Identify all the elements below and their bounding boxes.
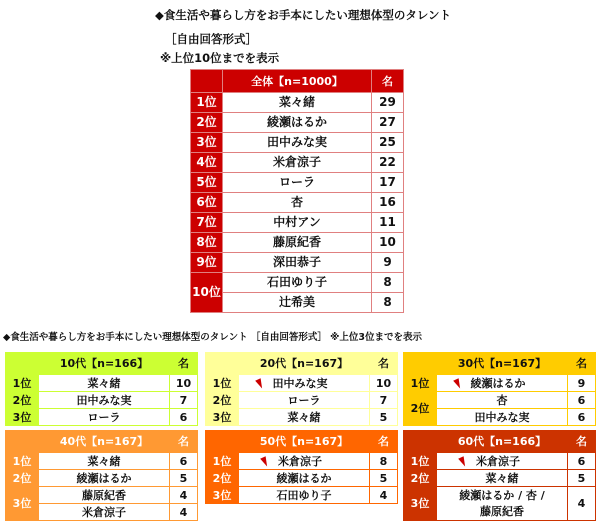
table-row	[191, 293, 404, 313]
talent-name: 米倉涼子	[272, 155, 321, 169]
age-ranking-table	[5, 352, 198, 426]
table-row	[206, 470, 398, 487]
talent-name: 菜々緒	[287, 410, 321, 424]
count-cell: 8	[372, 293, 404, 313]
table-header-row	[206, 353, 398, 375]
table-row	[191, 213, 404, 233]
talent-name: 辻希美	[278, 295, 315, 309]
table-row	[404, 487, 596, 521]
table-row	[6, 453, 198, 470]
talent-name-cell	[437, 487, 568, 521]
talent-name: 藤原紀香	[272, 235, 321, 249]
count-cell: 7	[370, 392, 398, 409]
talent-name-cell	[223, 193, 372, 213]
first-place-flag-icon	[458, 456, 468, 468]
talent-name-cell	[437, 375, 568, 392]
count-cell: 5	[170, 470, 198, 487]
talent-name: 田中みな実	[266, 135, 327, 149]
count-cell: 9	[568, 375, 596, 392]
talent-name: 綾瀬はるか	[266, 115, 327, 129]
rank-cell: 1位	[206, 453, 239, 470]
rank-cell: 2位	[206, 470, 239, 487]
talent-name-cell	[239, 453, 370, 470]
group-header: 全体【n=1000】	[223, 70, 372, 93]
talent-name-cell	[437, 470, 568, 487]
header-corner	[404, 353, 437, 375]
table-row	[6, 375, 198, 392]
count-cell: 5	[370, 409, 398, 426]
count-cell: 7	[170, 392, 198, 409]
talent-name: 杏	[496, 393, 508, 407]
table-row	[206, 409, 398, 426]
rank-cell: 2位	[404, 392, 437, 426]
rank-cell: 3位	[6, 409, 39, 426]
count-cell: 10	[372, 233, 404, 253]
talent-name-cell	[223, 253, 372, 273]
table-row	[206, 453, 398, 470]
talent-name: 藤原紀香	[82, 488, 126, 502]
count-cell: 27	[372, 113, 404, 133]
table-row	[404, 470, 596, 487]
table-row	[191, 93, 404, 113]
main-note: ※上位10位までを表示	[160, 51, 280, 65]
talent-name: 田中みな実	[76, 393, 132, 407]
count-cell: 22	[372, 153, 404, 173]
table-header-row	[6, 431, 198, 453]
table-row	[6, 392, 198, 409]
talent-name-cell	[223, 133, 372, 153]
talent-name-cell	[223, 293, 372, 313]
talent-name: 米倉涼子	[278, 454, 322, 468]
table-header-row	[404, 353, 596, 375]
first-place-flag-icon	[255, 378, 265, 390]
age-ranking-table	[5, 430, 198, 521]
count-cell: 10	[370, 375, 398, 392]
talent-name-cell	[223, 273, 372, 293]
group-header: 60代【n=166】	[437, 431, 568, 453]
count-cell: 11	[372, 213, 404, 233]
rank-cell: 1位	[6, 375, 39, 392]
table-row	[6, 470, 198, 487]
talent-name-cell	[239, 487, 370, 504]
talent-name: 綾瀬はるか	[276, 471, 332, 485]
talent-name: 石田ゆり子	[266, 275, 327, 289]
talent-name-cell	[39, 375, 170, 392]
count-cell: 4	[568, 487, 596, 521]
count-header: 名	[372, 70, 404, 93]
age-section-title: ◆食生活や暮らし方をお手本にしたい理想体型のタレント ［自由回答形式］ ※上位3位までを表示	[3, 332, 423, 343]
first-place-flag-icon	[453, 378, 463, 390]
rank-cell: 2位	[206, 392, 239, 409]
group-header: 20代【n=167】	[239, 353, 370, 375]
rank-cell: 3位	[191, 133, 223, 153]
talent-name: 米倉涼子	[82, 505, 126, 519]
count-cell: 6	[568, 392, 596, 409]
count-header: 名	[170, 353, 198, 375]
talent-name: 深田恭子	[272, 255, 321, 269]
talent-name-cell	[39, 504, 170, 521]
age-ranking-table	[403, 430, 596, 521]
header-corner	[6, 353, 39, 375]
table-header-row	[404, 431, 596, 453]
table-row	[191, 193, 404, 213]
count-cell: 5	[568, 470, 596, 487]
table-row	[404, 392, 596, 409]
talent-name-cell	[437, 453, 568, 470]
count-cell: 8	[370, 453, 398, 470]
rank-cell: 2位	[191, 113, 223, 133]
talent-name: 菜々緒	[87, 454, 121, 468]
talent-name: 菜々緒	[278, 95, 315, 109]
talent-name: 田中みな実	[474, 410, 530, 424]
rank-cell: 1位	[6, 453, 39, 470]
count-cell: 29	[372, 93, 404, 113]
count-cell: 4	[370, 487, 398, 504]
rank-cell: 1位	[191, 93, 223, 113]
main-title: ◆食生活や暮らし方をお手本にしたい理想体型のタレント	[155, 8, 452, 22]
talent-name: 田中みな実	[272, 376, 328, 390]
age-ranking-table	[205, 352, 398, 426]
talent-name: ローラ	[87, 410, 121, 424]
group-header: 30代【n=167】	[437, 353, 568, 375]
table-row	[6, 487, 198, 504]
table-header-row	[206, 431, 398, 453]
talent-name: 菜々緒	[87, 376, 121, 390]
count-header: 名	[568, 431, 596, 453]
talent-name-cell	[39, 487, 170, 504]
talent-name-cell	[39, 470, 170, 487]
count-cell: 9	[372, 253, 404, 273]
table-row	[206, 375, 398, 392]
talent-name-cell	[223, 93, 372, 113]
rank-cell: 1位	[206, 375, 239, 392]
talent-name: 綾瀬はるか	[76, 471, 132, 485]
group-header: 40代【n=167】	[39, 431, 170, 453]
count-cell: 4	[170, 504, 198, 521]
count-header: 名	[170, 431, 198, 453]
table-row	[191, 253, 404, 273]
rank-cell: 4位	[191, 153, 223, 173]
talent-name-cell	[239, 409, 370, 426]
rank-cell: 2位	[404, 470, 437, 487]
talent-name: 菜々緒	[485, 471, 519, 485]
talent-name: ローラ	[278, 175, 315, 189]
table-row	[191, 233, 404, 253]
count-cell: 17	[372, 173, 404, 193]
count-header: 名	[370, 431, 398, 453]
main-subtitle: ［自由回答形式］	[165, 32, 257, 46]
table-row	[206, 487, 398, 504]
talent-name: 綾瀬はるか	[470, 376, 526, 390]
count-cell: 16	[372, 193, 404, 213]
talent-name: ローラ	[287, 393, 321, 407]
rank-cell: 1位	[404, 453, 437, 470]
rank-cell: 9位	[191, 253, 223, 273]
count-cell: 6	[170, 453, 198, 470]
header-corner	[404, 431, 437, 453]
table-row	[191, 173, 404, 193]
count-cell: 6	[568, 409, 596, 426]
count-cell: 5	[370, 470, 398, 487]
age-ranking-table	[205, 430, 398, 504]
talent-name: 杏	[290, 195, 303, 209]
talent-name-cell	[39, 392, 170, 409]
rank-cell: 1位	[404, 375, 437, 392]
table-row	[6, 409, 198, 426]
table-row	[191, 273, 404, 293]
count-cell: 4	[170, 487, 198, 504]
talent-name: 綾瀬はるか / 杏 / 藤原紀香	[459, 488, 545, 518]
count-cell: 10	[170, 375, 198, 392]
talent-name-cell	[223, 213, 372, 233]
overall-ranking-table	[190, 69, 404, 313]
header-corner	[206, 353, 239, 375]
talent-name-cell	[239, 375, 370, 392]
talent-name-cell	[223, 233, 372, 253]
talent-name-cell	[223, 153, 372, 173]
table-header-row	[191, 70, 404, 93]
count-cell: 8	[372, 273, 404, 293]
talent-name-cell	[239, 470, 370, 487]
count-cell: 6	[170, 409, 198, 426]
group-header: 50代【n=167】	[239, 431, 370, 453]
rank-cell: 3位	[6, 487, 39, 521]
talent-name-cell	[437, 392, 568, 409]
rank-cell: 7位	[191, 213, 223, 233]
talent-name-cell	[223, 113, 372, 133]
rank-cell: 3位	[206, 487, 239, 504]
rank-cell: 3位	[404, 487, 437, 521]
talent-name-cell	[223, 173, 372, 193]
first-place-flag-icon	[260, 456, 270, 468]
header-corner	[191, 70, 223, 93]
rank-cell: 5位	[191, 173, 223, 193]
header-corner	[206, 431, 239, 453]
talent-name-cell	[437, 409, 568, 426]
rank-cell: 2位	[6, 392, 39, 409]
count-cell: 25	[372, 133, 404, 153]
group-header: 10代【n=166】	[39, 353, 170, 375]
talent-name: 米倉涼子	[476, 454, 520, 468]
header-corner	[6, 431, 39, 453]
table-header-row	[6, 353, 198, 375]
talent-name-cell	[39, 453, 170, 470]
talent-name: 石田ゆり子	[276, 488, 332, 502]
rank-cell: 2位	[6, 470, 39, 487]
count-header: 名	[370, 353, 398, 375]
rank-cell: 10位	[191, 273, 223, 313]
rank-cell: 8位	[191, 233, 223, 253]
talent-name-cell	[39, 409, 170, 426]
age-ranking-table	[403, 352, 596, 426]
table-row	[404, 453, 596, 470]
table-row	[206, 392, 398, 409]
rank-cell: 6位	[191, 193, 223, 213]
count-header: 名	[568, 353, 596, 375]
count-cell: 6	[568, 453, 596, 470]
table-row	[404, 375, 596, 392]
table-row	[191, 153, 404, 173]
rank-cell: 3位	[206, 409, 239, 426]
talent-name: 中村アン	[273, 215, 321, 229]
talent-name-cell	[239, 392, 370, 409]
table-row	[191, 133, 404, 153]
table-row	[191, 113, 404, 133]
